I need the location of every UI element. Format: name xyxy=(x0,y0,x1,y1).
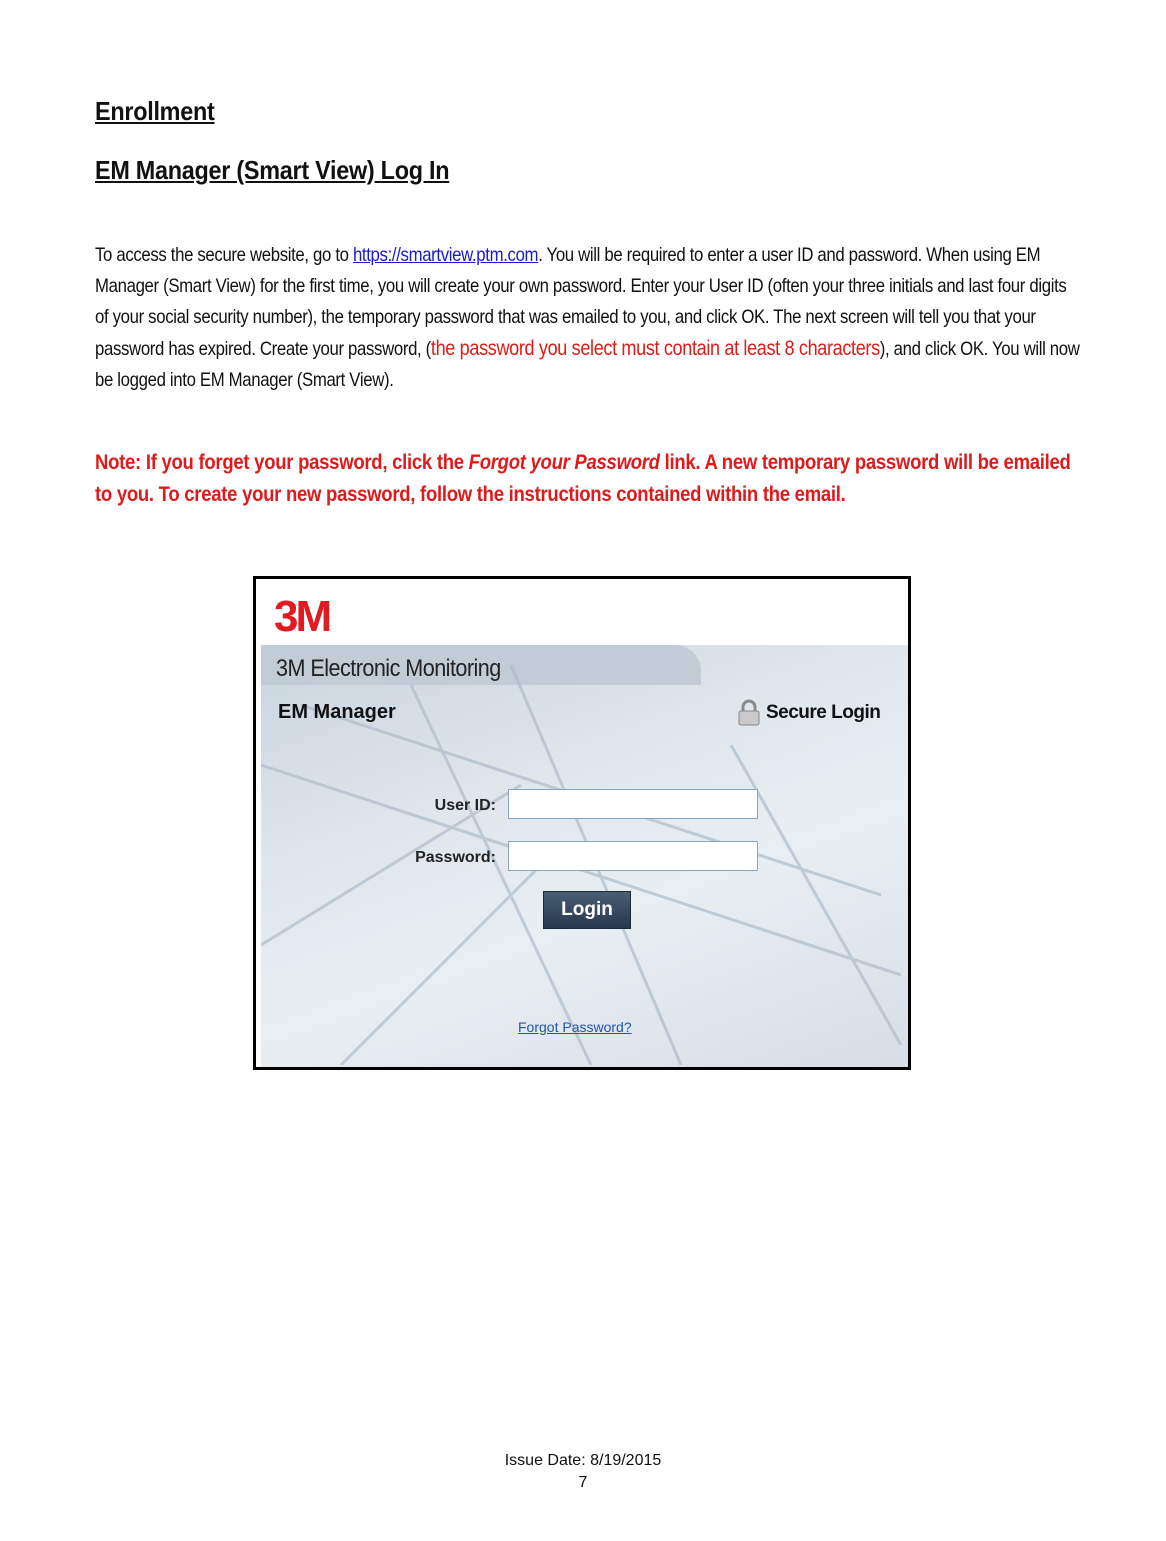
lock-icon xyxy=(736,699,762,727)
user-id-input[interactable] xyxy=(508,789,758,819)
password-label: Password: xyxy=(415,849,496,866)
instructions-paragraph xyxy=(95,240,1084,396)
note-emphasis: Forgot your Password xyxy=(468,450,660,474)
3m-logo: 3M xyxy=(274,592,330,641)
secure-login-label: Secure Login xyxy=(766,702,881,723)
note-text-2: link. A new temporary password will be emailed to you. To create your new password, follow the instructions contained within the email. xyxy=(95,450,1071,506)
smartview-link[interactable]: https://smartview.ptm.com xyxy=(352,244,539,266)
section-heading-login: EM Manager (Smart View) Log In xyxy=(95,155,450,185)
section-heading-enrollment: Enrollment xyxy=(95,96,215,126)
user-id-label: User ID: xyxy=(434,797,496,814)
login-screenshot xyxy=(253,576,911,1070)
app-title: 3M Electronic Monitoring xyxy=(276,655,501,682)
forgot-password-note xyxy=(95,446,1084,510)
instructions-text-3: ), and click OK. You will now be logged into EM Manager (Smart View). xyxy=(95,338,1080,391)
password-requirement: the password you select must contain at least 8 characters xyxy=(430,337,880,360)
forgot-password-link[interactable]: Forgot Password? xyxy=(518,1019,632,1035)
instructions-text-2: . You will be required to enter a user ID and password. When using EM Manager (Smart View) for the first time, you will create your own password. Enter your User ID (often your three initials and last four digits of your social security number), the temporary password that was emailed to you, and click OK. The next screen will tell you that your password has expired. Create your password, ( xyxy=(95,244,1067,360)
issue-date: Issue Date: 8/19/2015 xyxy=(504,1452,662,1469)
app-subtitle: EM Manager xyxy=(278,701,396,723)
login-button[interactable]: Login xyxy=(543,891,631,929)
secure-login-badge xyxy=(736,699,880,727)
instructions-text-1: To access the secure website, go to xyxy=(95,244,353,266)
note-text-1: Note: If you forget your password, click the xyxy=(95,450,469,474)
password-input[interactable] xyxy=(508,841,758,871)
page-number: 7 xyxy=(578,1474,588,1491)
